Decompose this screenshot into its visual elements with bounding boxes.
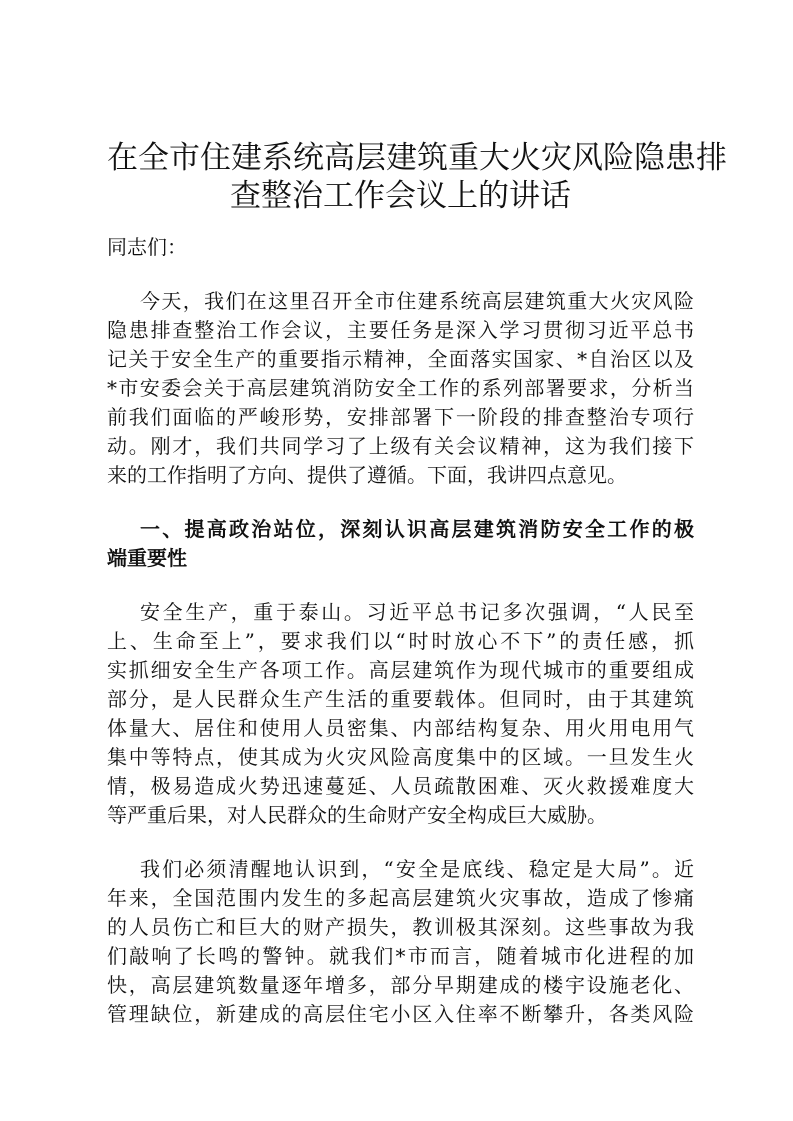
text-line: 实抓细安全生产各项工作。高层建筑作为现代城市的重要组成 [107,658,694,682]
text-line: 记关于安全生产的重要指示精神，全面落实国家、*自治区以及 [107,347,694,371]
text-line: 端重要性 [107,546,187,570]
text-line: 来的工作指明了方向、提供了遵循。下面，我讲四点意见。 [107,463,627,487]
paragraph-3 [107,855,694,1029]
text-line: 安全生产，重于泰山。习近平总书记多次强调，“人民至 [140,600,694,624]
text-line: 今天，我们在这里召开全市住建系统高层建筑重大火灾风险 [140,289,694,313]
paragraph-2 [107,598,694,830]
text-line: *市安委会关于高层建筑消防安全工作的系列部署要求，分析当 [107,376,694,400]
text-line: 管理缺位，新建成的高层住宅小区入住率不断攀升，各类风险 [107,1002,694,1026]
document-title-line-2: 查整治工作会议上的讲话 [230,178,571,214]
text-line: 的人员伤亡和巨大的财产损失，教训极其深刻。这些事故为我 [107,915,694,939]
text-line: 隐患排查整治工作会议，主要任务是深入学习贯彻习近平总书 [107,318,694,342]
text-line: 情，极易造成火势迅速蔓延、人员疏散困难、灭火救援难度大 [107,774,694,798]
text-line: 快，高层建筑数量逐年增多，部分早期建成的楼宇设施老化、 [107,973,694,997]
text-line: 年来，全国范围内发生的多起高层建筑火灾事故，造成了惨痛 [107,886,694,910]
text-line: 前我们面临的严峻形势，安排部署下一阶段的排查整治专项行 [107,405,694,429]
text-line: 上、生命至上”，要求我们以“时时放心不下”的责任感，抓 [107,629,694,653]
document-title-line-1: 在全市住建系统高层建筑重大火灾风险隐患排 [107,140,727,176]
text-line: 动。刚才，我们共同学习了上级有关会议精神，这为我们接下 [107,434,694,458]
salutation: 同志们： [107,235,187,259]
text-line: 集中等特点，使其成为火灾风险高度集中的区域。一旦发生火 [107,745,694,769]
text-line: 们敲响了长鸣的警钟。就我们*市而言，随着城市化进程的加 [107,944,694,968]
section-heading-1 [107,515,694,573]
text-line: 我们必须清醒地认识到，“安全是底线、稳定是大局”。近 [140,857,694,881]
paragraph-1 [107,287,694,490]
text-line: 等严重后果，对人民群众的生命财产安全构成巨大威胁。 [107,803,607,827]
text-line: 体量大、居住和使用人员密集、内部结构复杂、用火用电用气 [107,716,694,740]
text-line: 部分，是人民群众生产生活的重要载体。但同时，由于其建筑 [107,687,694,711]
text-line: 一、提高政治站位，深刻认识高层建筑消防安全工作的极 [140,517,694,541]
